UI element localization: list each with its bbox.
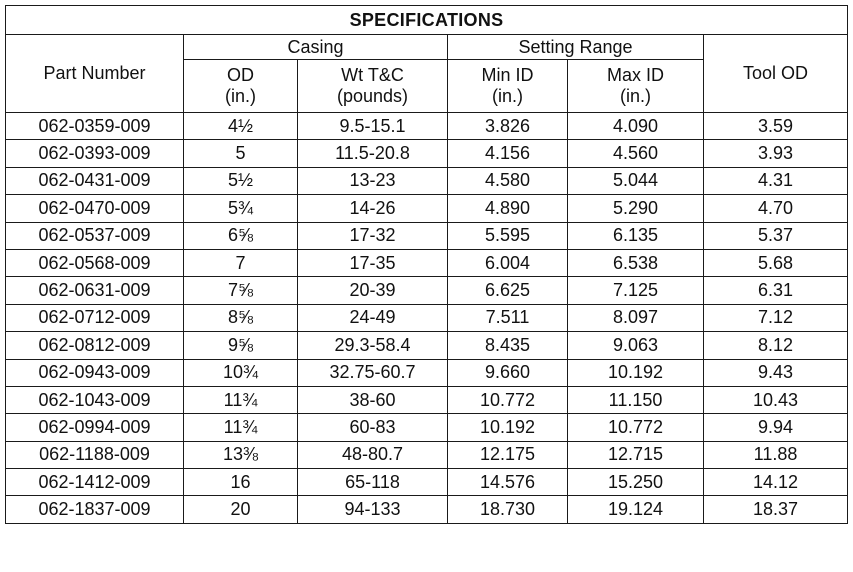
min-id-cell: 10.192 — [448, 414, 568, 441]
max-id-cell: 8.097 — [568, 304, 704, 331]
max-id-cell: 10.772 — [568, 414, 704, 441]
od-cell: 9⅝ — [184, 332, 298, 359]
table-row — [6, 496, 848, 523]
weight-cell: 38-60 — [298, 386, 448, 413]
min-id-cell: 5.595 — [448, 222, 568, 249]
min-id-cell: 6.004 — [448, 249, 568, 276]
tool-od-cell: 4.70 — [704, 195, 848, 222]
tool-od-cell: 7.12 — [704, 304, 848, 331]
weight-cell: 17-35 — [298, 249, 448, 276]
max-id-cell: 4.560 — [568, 140, 704, 167]
max-id-cell: 7.125 — [568, 277, 704, 304]
part-number-cell: 062-0712-009 — [6, 304, 184, 331]
weight-cell: 60-83 — [298, 414, 448, 441]
od-cell: 5½ — [184, 167, 298, 194]
od-cell: 4½ — [184, 113, 298, 140]
table-row — [6, 469, 848, 496]
od-cell: 5 — [184, 140, 298, 167]
table-row — [6, 222, 848, 249]
table-row — [6, 332, 848, 359]
header-od-unit: (in.) — [225, 86, 256, 106]
weight-cell: 24-49 — [298, 304, 448, 331]
tool-od-cell: 3.59 — [704, 113, 848, 140]
table-row — [6, 195, 848, 222]
min-id-cell: 4.580 — [448, 167, 568, 194]
max-id-cell: 6.135 — [568, 222, 704, 249]
header-part-number: Part Number — [6, 35, 184, 113]
weight-cell: 20-39 — [298, 277, 448, 304]
weight-cell: 9.5-15.1 — [298, 113, 448, 140]
table-row — [6, 249, 848, 276]
min-id-cell: 9.660 — [448, 359, 568, 386]
tool-od-cell: 9.43 — [704, 359, 848, 386]
part-number-cell: 062-0994-009 — [6, 414, 184, 441]
table-title: SPECIFICATIONS — [6, 6, 848, 35]
header-tool-od: Tool OD — [704, 35, 848, 113]
header-wt-unit: (pounds) — [336, 86, 409, 106]
table-row — [6, 167, 848, 194]
header-max-id-unit: (in.) — [620, 86, 651, 106]
header-wt — [298, 60, 448, 113]
part-number-cell: 062-1188-009 — [6, 441, 184, 468]
min-id-cell: 6.625 — [448, 277, 568, 304]
part-number-cell: 062-1837-009 — [6, 496, 184, 523]
od-cell: 13⅜ — [184, 441, 298, 468]
header-min-id — [448, 60, 568, 113]
part-number-cell: 062-1043-009 — [6, 386, 184, 413]
header-od — [184, 60, 298, 113]
tool-od-cell: 4.31 — [704, 167, 848, 194]
part-number-cell: 062-0431-009 — [6, 167, 184, 194]
header-min-id-unit: (in.) — [492, 86, 523, 106]
table-row — [6, 113, 848, 140]
part-number-cell: 062-0470-009 — [6, 195, 184, 222]
min-id-cell: 7.511 — [448, 304, 568, 331]
max-id-cell: 9.063 — [568, 332, 704, 359]
tool-od-cell: 6.31 — [704, 277, 848, 304]
part-number-cell: 062-0393-009 — [6, 140, 184, 167]
specifications-table — [5, 5, 848, 524]
table-row — [6, 414, 848, 441]
od-cell: 11¾ — [184, 414, 298, 441]
header-wt-label: Wt T&C — [341, 65, 404, 85]
od-cell: 16 — [184, 469, 298, 496]
od-cell: 8⅝ — [184, 304, 298, 331]
part-number-cell: 062-0359-009 — [6, 113, 184, 140]
od-cell: 11¾ — [184, 386, 298, 413]
max-id-cell: 11.150 — [568, 386, 704, 413]
tool-od-cell: 5.68 — [704, 249, 848, 276]
weight-cell: 13-23 — [298, 167, 448, 194]
min-id-cell: 8.435 — [448, 332, 568, 359]
weight-cell: 14-26 — [298, 195, 448, 222]
tool-od-cell: 14.12 — [704, 469, 848, 496]
header-setting-range: Setting Range — [448, 35, 704, 60]
weight-cell: 48-80.7 — [298, 441, 448, 468]
min-id-cell: 10.772 — [448, 386, 568, 413]
tool-od-cell: 10.43 — [704, 386, 848, 413]
header-od-label: OD — [227, 65, 254, 85]
part-number-cell: 062-0537-009 — [6, 222, 184, 249]
max-id-cell: 5.044 — [568, 167, 704, 194]
min-id-cell: 4.156 — [448, 140, 568, 167]
header-casing: Casing — [184, 35, 448, 60]
table-row — [6, 386, 848, 413]
max-id-cell: 12.715 — [568, 441, 704, 468]
tool-od-cell: 18.37 — [704, 496, 848, 523]
od-cell: 20 — [184, 496, 298, 523]
od-cell: 7 — [184, 249, 298, 276]
tool-od-cell: 5.37 — [704, 222, 848, 249]
max-id-cell: 4.090 — [568, 113, 704, 140]
part-number-cell: 062-0631-009 — [6, 277, 184, 304]
max-id-cell: 15.250 — [568, 469, 704, 496]
table-row — [6, 277, 848, 304]
weight-cell: 65-118 — [298, 469, 448, 496]
header-min-id-label: Min ID — [481, 65, 534, 85]
tool-od-cell: 3.93 — [704, 140, 848, 167]
part-number-cell: 062-1412-009 — [6, 469, 184, 496]
part-number-cell: 062-0943-009 — [6, 359, 184, 386]
min-id-cell: 3.826 — [448, 113, 568, 140]
od-cell: 7⅝ — [184, 277, 298, 304]
header-max-id-label: Max ID — [606, 65, 664, 85]
max-id-cell: 10.192 — [568, 359, 704, 386]
weight-cell: 94-133 — [298, 496, 448, 523]
max-id-cell: 19.124 — [568, 496, 704, 523]
table-row — [6, 304, 848, 331]
tool-od-cell: 11.88 — [704, 441, 848, 468]
part-number-cell: 062-0812-009 — [6, 332, 184, 359]
part-number-cell: 062-0568-009 — [6, 249, 184, 276]
min-id-cell: 4.890 — [448, 195, 568, 222]
min-id-cell: 12.175 — [448, 441, 568, 468]
weight-cell: 17-32 — [298, 222, 448, 249]
min-id-cell: 14.576 — [448, 469, 568, 496]
od-cell: 5¾ — [184, 195, 298, 222]
od-cell: 6⅝ — [184, 222, 298, 249]
table-row — [6, 441, 848, 468]
table-row — [6, 359, 848, 386]
weight-cell: 29.3-58.4 — [298, 332, 448, 359]
tool-od-cell: 8.12 — [704, 332, 848, 359]
min-id-cell: 18.730 — [448, 496, 568, 523]
weight-cell: 11.5-20.8 — [298, 140, 448, 167]
header-max-id — [568, 60, 704, 113]
weight-cell: 32.75-60.7 — [298, 359, 448, 386]
max-id-cell: 6.538 — [568, 249, 704, 276]
table-body — [6, 113, 848, 524]
od-cell: 10¾ — [184, 359, 298, 386]
max-id-cell: 5.290 — [568, 195, 704, 222]
tool-od-cell: 9.94 — [704, 414, 848, 441]
table-row — [6, 140, 848, 167]
